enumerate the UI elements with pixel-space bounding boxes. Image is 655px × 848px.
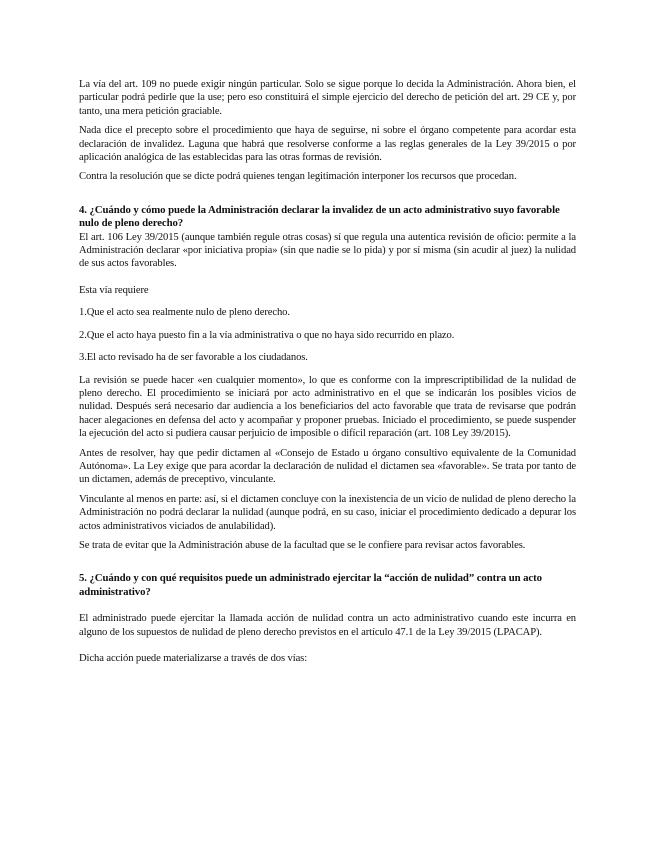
section-heading: 4. ¿Cuándo y cómo puede la Administración declarar la invalidez de un acto administrativo suyo favorable nulo de pleno derecho? bbox=[79, 203, 560, 230]
list-item: 1.Que el acto sea realmente nulo de pleno derecho. bbox=[79, 307, 290, 319]
paragraph: Contra la resolución que se dicte podrá quienes tengan legitimación interponer los recursos que procedan. bbox=[79, 171, 517, 183]
paragraph: Nada dice el precepto sobre el procedimiento que haya de seguirse, ni sobre el órgano competente para acordar esta declaración de invalidez. Laguna que habrá que resolverse conforme a las reglas generales de la Ley 39/2015 o por aplicación analógica de las establecidas para las otras formas de revisión. bbox=[79, 125, 576, 164]
paragraph: El art. 106 Ley 39/2015 (aunque también regule otras cosas) sí que regula una autentica revisión de oficio: permite a la Administración declarar «por iniciativa propia» (sin que nadie se lo pida) y por sí misma (sin acudir al juez) la nulidad de sus actos favorables. bbox=[79, 231, 576, 270]
section-heading: 5. ¿Cuándo y con qué requisitos puede un administrado ejercitar la “acción de nulidad” contra un acto administrativo? bbox=[79, 572, 542, 598]
paragraph: Dicha acción puede materializarse a través de dos vías: bbox=[79, 653, 308, 664]
paragraph: Antes de resolver, hay que pedir dictamen al «Consejo de Estado u órgano consultivo equivalente de la Comunidad Autónoma». La Ley exige que para acordar la declaración de nulidad el dictamen sea «favorable». Se trata por tanto de un dictamen, además de preceptivo, vinculante. bbox=[79, 447, 576, 486]
paragraph: Se trata de evitar que la Administración abuse de la facultad que se le confiere para revisar actos favorables. bbox=[79, 539, 526, 551]
paragraph: La revisión se puede hacer «en cualquier momento», lo que es conforme con la imprescriptibilidad de la nulidad de pleno derecho. El procedimiento se iniciará por acto administrativo en el que se indicarán los posibles vicios de nulidad. Después será necesario dar audiencia a los beneficiarios del acto favorable que trata de revisarse que podrán hacer alegaciones en defensa del acto y acompañar y proponer pruebas. Iniciado el procedimiento, se puede suspender la ejecución del acto si pudiera causar perjuicio de imposible o difícil reparación (art. 108 Ley 39/2015). bbox=[79, 374, 576, 440]
paragraph: Esta vía requiere bbox=[79, 284, 149, 296]
list-item: 2.Que el acto haya puesto fin a la vía administrativa o que no haya sido recurrido en plazo. bbox=[79, 329, 455, 341]
list-item: 3.El acto revisado ha de ser favorable a los ciudadanos. bbox=[79, 352, 308, 364]
paragraph: La vía del art. 109 no puede exigir ningún particular. Solo se sigue porque lo decida la Administración. Ahora bien, el particular podrá pedirle que la use; pero eso constituirá el simple ejercicio del derecho de petición del art. 29 CE y, por tanto, una mera petición graciable. bbox=[79, 79, 576, 117]
paragraph: El administrado puede ejercitar la llamada acción de nulidad contra un acto administrativo cuando este incurra en alguno de los supuestos de nulidad de pleno derecho previstos en el artículo 47.1 de la Ley 39/2015 (LPACAP). bbox=[79, 613, 576, 638]
paragraph: Vinculante al menos en parte: así, si el dictamen concluye con la inexistencia de un vicio de nulidad de pleno derecho la Administración no podrá declarar la nulidad (aunque podrá, en su caso, iniciar el procedimiento dedicado a depurar los actos administrativos viciados de anulabilidad). bbox=[79, 493, 576, 532]
